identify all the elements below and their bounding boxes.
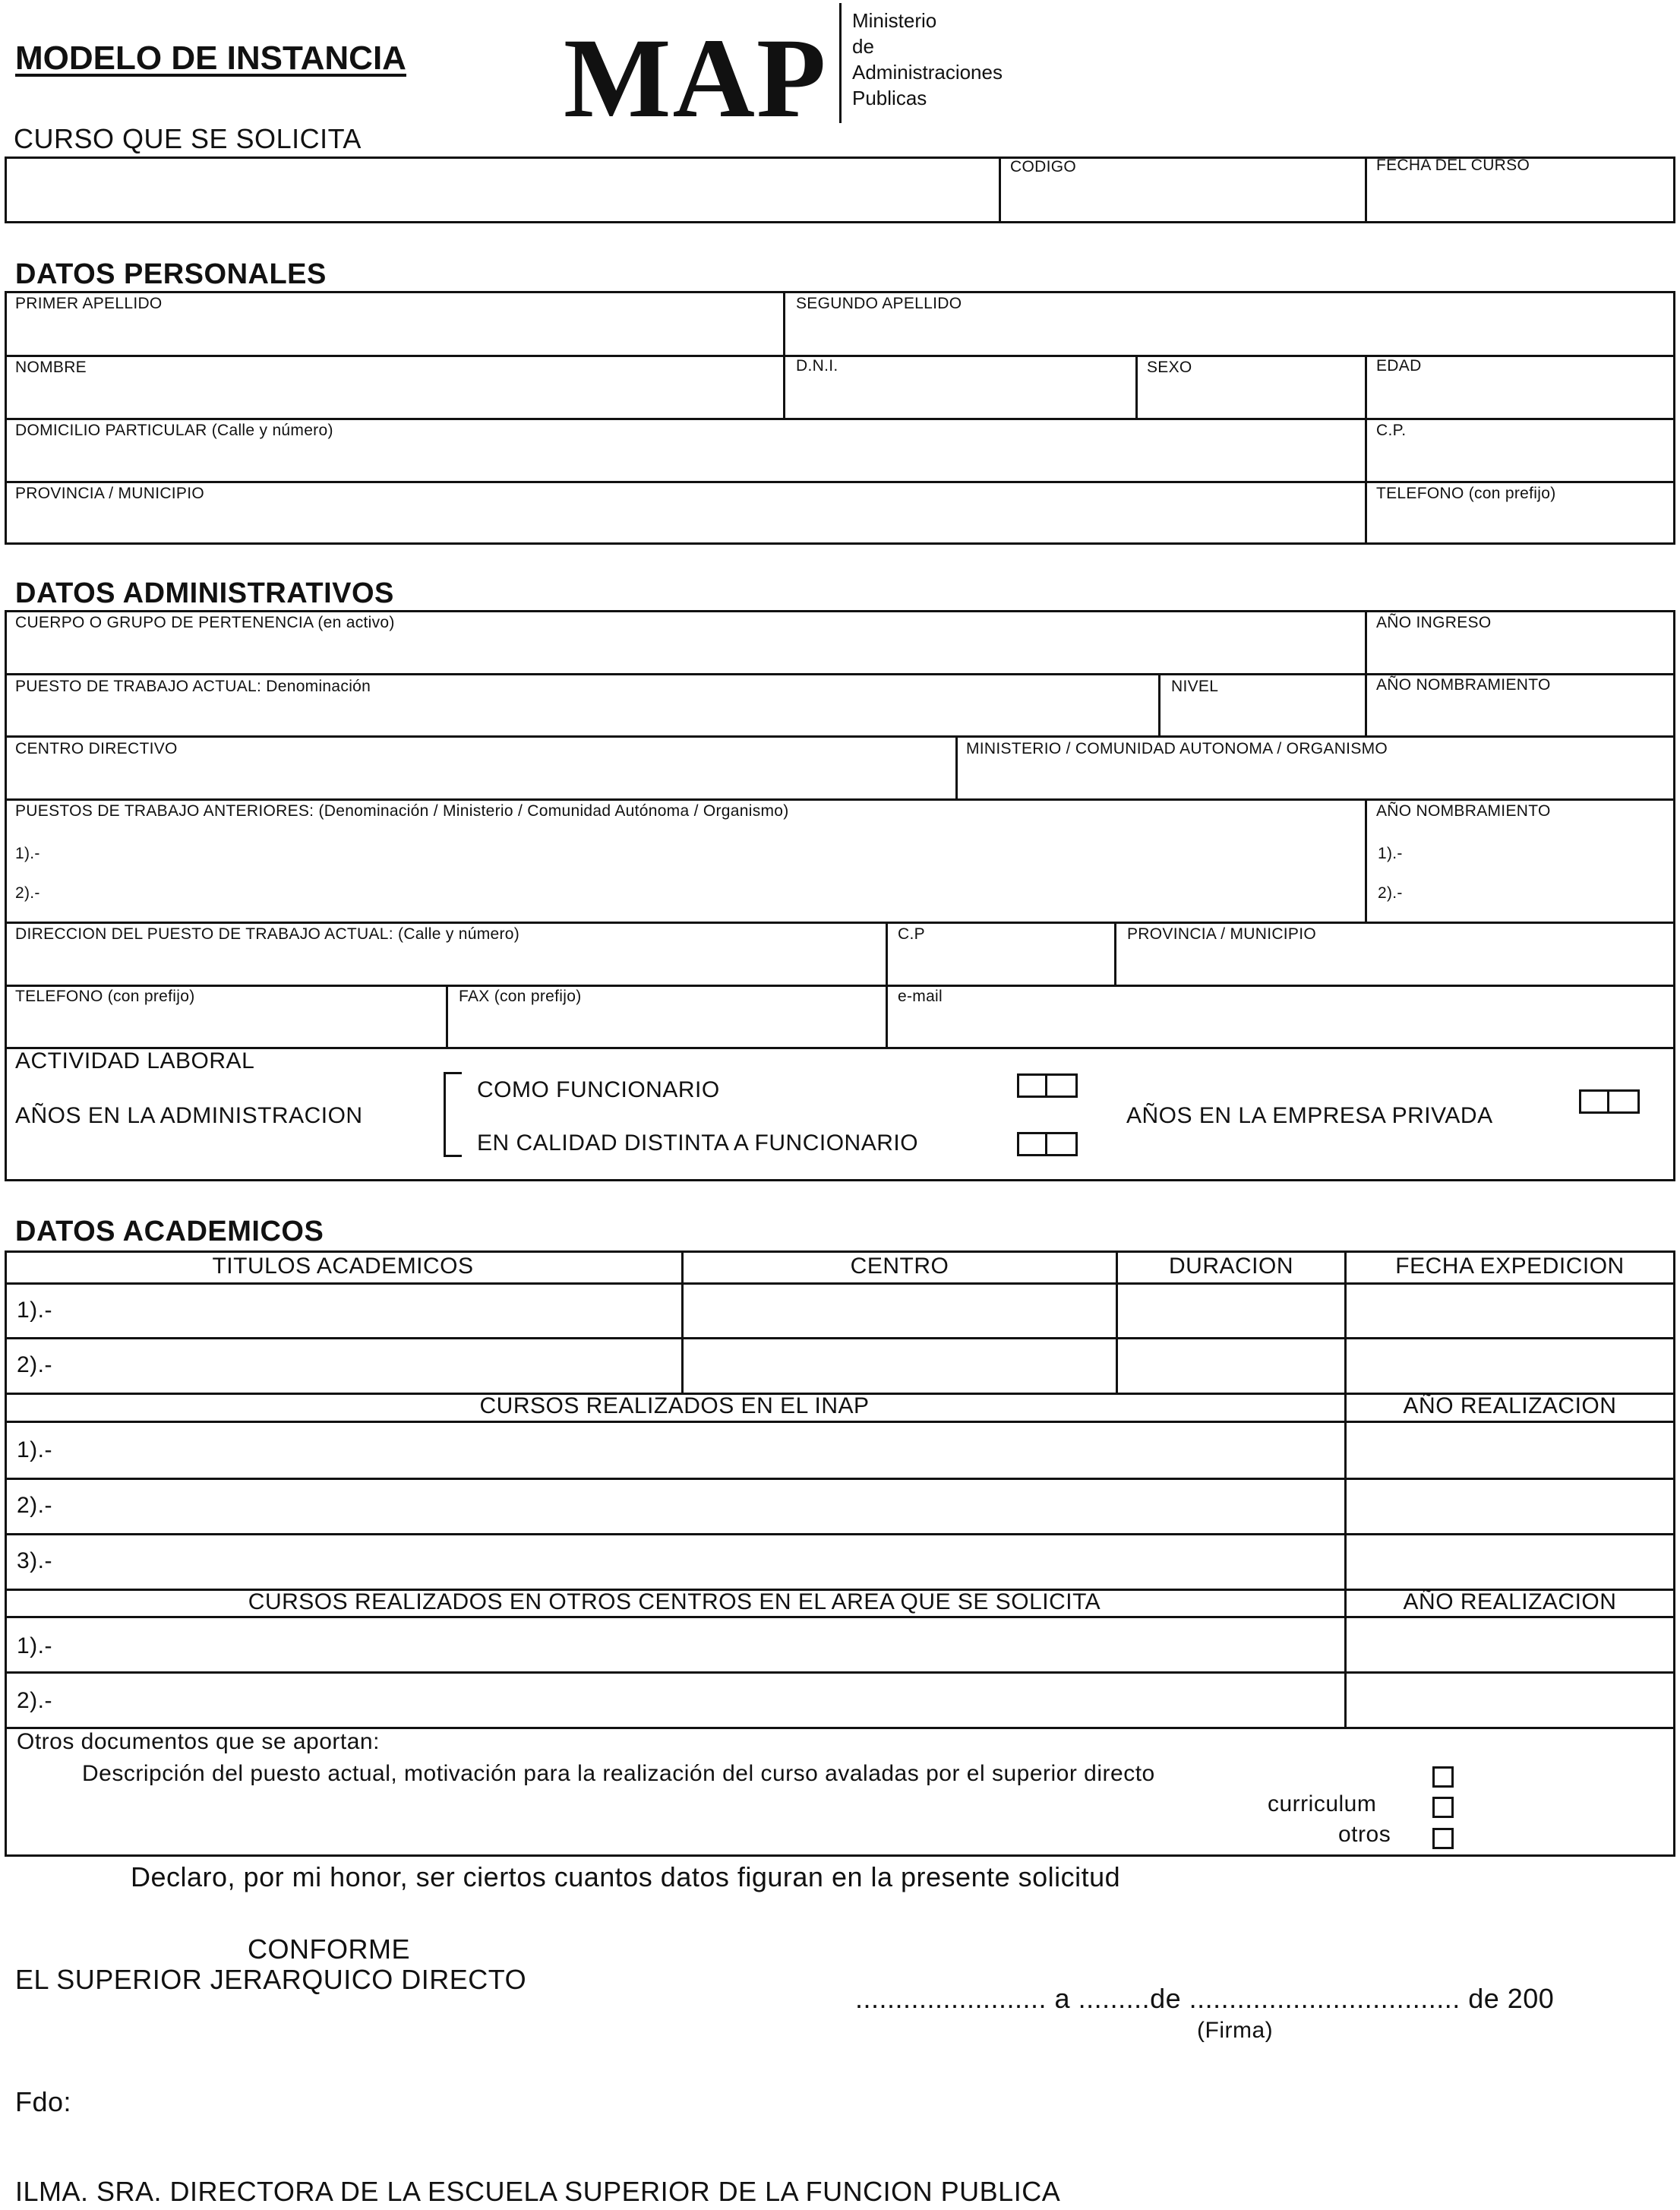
inap-row-2[interactable]: 2).- bbox=[17, 1493, 52, 1518]
provincia-field[interactable]: PROVINCIA / MUNICIPIO bbox=[15, 485, 204, 502]
destinataria-label: ILMA. SRA. DIRECTORA DE LA ESCUELA SUPERIOR DE LA FUNCION PUBLICA bbox=[15, 2176, 1061, 2207]
anio-item-2[interactable]: 2).- bbox=[1378, 884, 1403, 902]
bracket-top bbox=[444, 1072, 462, 1074]
row-line bbox=[5, 1533, 1675, 1535]
codigo-label: CODIGO bbox=[1010, 158, 1076, 175]
anio-realizacion-header-2: AÑO REALIZACION bbox=[1403, 1589, 1617, 1614]
bracket-bottom bbox=[444, 1155, 462, 1157]
row-line bbox=[5, 922, 1675, 924]
map-logo: MAP bbox=[564, 15, 828, 141]
curriculum-label: curriculum bbox=[1268, 1791, 1377, 1816]
fecha-lugar-line[interactable]: ........................ a .........de .................................. de 200 bbox=[855, 1983, 1555, 2014]
edad-field[interactable]: EDAD bbox=[1376, 357, 1422, 375]
fdo-label: Fdo: bbox=[15, 2086, 72, 2117]
col-line bbox=[1365, 418, 1367, 545]
col-titulos-header: TITULOS ACADEMICOS bbox=[212, 1254, 474, 1279]
col-line bbox=[446, 985, 448, 1047]
col-line bbox=[955, 735, 958, 798]
bracket bbox=[444, 1072, 461, 1157]
puestos-anteriores-field[interactable]: PUESTOS DE TRABAJO ANTERIORES: (Denominación / Ministerio / Comunidad Autónoma / Organismo) bbox=[15, 802, 789, 820]
row-line bbox=[5, 1282, 1675, 1285]
anio-nombramiento-field[interactable]: AÑO NOMBRAMIENTO bbox=[1376, 676, 1551, 694]
inap-header: CURSOS REALIZADOS EN EL INAP bbox=[479, 1393, 870, 1418]
row-line bbox=[5, 1478, 1675, 1480]
primer-apellido-field[interactable]: PRIMER APELLIDO bbox=[15, 295, 163, 312]
anio-item-1[interactable]: 1).- bbox=[1378, 845, 1403, 862]
otros-documentos-label: Otros documentos que se aportan: bbox=[17, 1729, 380, 1754]
anios-administracion-label: AÑOS EN LA ADMINISTRACION bbox=[15, 1103, 363, 1128]
direccion-field[interactable]: DIRECCION DEL PUESTO DE TRABAJO ACTUAL: (Calle y número) bbox=[15, 925, 520, 943]
ministerio-line: de bbox=[852, 35, 874, 58]
row-line bbox=[5, 1047, 1675, 1049]
provincia-puesto-field[interactable]: PROVINCIA / MUNICIPIO bbox=[1127, 925, 1316, 943]
row-line bbox=[5, 735, 1675, 738]
col-line bbox=[1158, 673, 1161, 735]
dni-field[interactable]: D.N.I. bbox=[796, 357, 838, 375]
puesto-actual-field[interactable]: PUESTO DE TRABAJO ACTUAL: Denominación bbox=[15, 678, 371, 695]
telefono-field[interactable]: TELEFONO (con prefijo) bbox=[1376, 485, 1556, 502]
otros-checkbox[interactable] bbox=[1432, 1828, 1454, 1849]
como-funcionario-label: COMO FUNCIONARIO bbox=[477, 1077, 720, 1102]
otros-centros-header: CURSOS REALIZADOS EN OTROS CENTROS EN EL AREA QUE SE SOLICITA bbox=[248, 1589, 1101, 1614]
ministerio-line: Publicas bbox=[852, 87, 927, 109]
datos-personales-heading: DATOS PERSONALES bbox=[15, 258, 327, 290]
curso-divider bbox=[1365, 157, 1367, 223]
row-line bbox=[5, 481, 1675, 483]
col-fecha-header: FECHA EXPEDICION bbox=[1395, 1254, 1625, 1279]
col-line bbox=[1365, 355, 1367, 418]
anio-nombramiento-2-field[interactable]: AÑO NOMBRAMIENTO bbox=[1376, 802, 1551, 820]
col-centro-header: CENTRO bbox=[850, 1254, 949, 1279]
distinta-years-box[interactable] bbox=[1017, 1132, 1078, 1156]
row-line bbox=[5, 673, 1675, 675]
cuerpo-field[interactable]: CUERPO O GRUPO DE PERTENENCIA (en activo) bbox=[15, 614, 395, 631]
ministerio-line: Administraciones bbox=[852, 61, 1003, 84]
row-line bbox=[5, 355, 1675, 357]
empresa-privada-label: AÑOS EN LA EMPRESA PRIVADA bbox=[1126, 1103, 1493, 1128]
descripcion-label: Descripción del puesto actual, motivación para la realización del curso avaladas por el superior directo bbox=[82, 1761, 1155, 1786]
ministerio-line: Ministerio bbox=[852, 9, 937, 32]
inap-row-1[interactable]: 1).- bbox=[17, 1437, 52, 1462]
row-line bbox=[5, 1421, 1675, 1423]
nombre-field[interactable]: NOMBRE bbox=[15, 359, 87, 376]
centro-directivo-field[interactable]: CENTRO DIRECTIVO bbox=[15, 740, 178, 757]
declaracion-text: Declaro, por mi honor, ser ciertos cuantos datos figuran en la presente solicitud bbox=[131, 1861, 1121, 1892]
segundo-apellido-field[interactable]: SEGUNDO APELLIDO bbox=[796, 295, 962, 312]
col-line bbox=[1114, 922, 1116, 985]
col-line bbox=[1365, 798, 1367, 922]
actividad-laboral-label: ACTIVIDAD LABORAL bbox=[15, 1048, 255, 1073]
col-line bbox=[783, 291, 785, 418]
col-line bbox=[1344, 1250, 1347, 1727]
row-line bbox=[5, 1616, 1675, 1618]
funcionario-years-box[interactable] bbox=[1017, 1073, 1078, 1098]
anterior-item-2[interactable]: 2).- bbox=[15, 884, 40, 902]
otros-row-2[interactable]: 2).- bbox=[17, 1688, 52, 1713]
ministerio-field[interactable]: MINISTERIO / COMUNIDAD AUTONOMA / ORGANISMO bbox=[966, 740, 1388, 757]
curso-divider bbox=[999, 157, 1001, 223]
col-line bbox=[1365, 673, 1367, 735]
form-title: MODELO DE INSTANCIA bbox=[15, 40, 406, 77]
datos-academicos-heading: DATOS ACADEMICOS bbox=[15, 1216, 324, 1247]
firma-label: (Firma) bbox=[1197, 2018, 1274, 2043]
cp-field[interactable]: C.P. bbox=[1376, 422, 1407, 439]
descripcion-checkbox[interactable] bbox=[1432, 1766, 1454, 1788]
empresa-years-box[interactable] bbox=[1579, 1089, 1640, 1114]
col-line bbox=[1365, 610, 1367, 673]
curso-heading: CURSO QUE SE SOLICITA bbox=[14, 123, 362, 154]
col-line bbox=[1135, 355, 1138, 418]
col-line bbox=[886, 922, 888, 1047]
curriculum-checkbox[interactable] bbox=[1432, 1797, 1454, 1818]
fax-field[interactable]: FAX (con prefijo) bbox=[459, 988, 582, 1005]
anterior-item-1[interactable]: 1).- bbox=[15, 845, 40, 862]
otros-row-1[interactable]: 1).- bbox=[17, 1633, 52, 1658]
ministerio-block bbox=[852, 8, 1003, 111]
cp-puesto-field[interactable]: C.P bbox=[898, 925, 925, 943]
telefono-puesto-field[interactable]: TELEFONO (con prefijo) bbox=[15, 988, 195, 1005]
superior-label: EL SUPERIOR JERARQUICO DIRECTO bbox=[15, 1964, 527, 1995]
row-line bbox=[5, 985, 1675, 987]
otros-label: otros bbox=[1338, 1822, 1391, 1847]
datos-administrativos-heading: DATOS ADMINISTRATIVOS bbox=[15, 577, 394, 609]
nivel-field[interactable]: NIVEL bbox=[1171, 678, 1219, 695]
anio-ingreso-field[interactable]: AÑO INGRESO bbox=[1376, 614, 1492, 631]
calidad-distinta-label: EN CALIDAD DISTINTA A FUNCIONARIO bbox=[477, 1130, 919, 1156]
conforme-label: CONFORME bbox=[248, 1933, 410, 1965]
email-field[interactable]: e-mail bbox=[898, 988, 943, 1005]
row-line bbox=[5, 798, 1675, 801]
fecha-curso-label: FECHA DEL CURSO bbox=[1376, 157, 1530, 174]
domicilio-field[interactable]: DOMICILIO PARTICULAR (Calle y número) bbox=[15, 422, 333, 439]
col-duracion-header: DURACION bbox=[1168, 1254, 1293, 1279]
inap-row-3[interactable]: 3).- bbox=[17, 1548, 52, 1573]
anio-realizacion-header: AÑO REALIZACION bbox=[1403, 1393, 1617, 1418]
sexo-field[interactable]: SEXO bbox=[1147, 359, 1192, 376]
row-line bbox=[5, 1337, 1675, 1339]
row-line bbox=[5, 1671, 1675, 1674]
logo-divider bbox=[839, 3, 842, 123]
titulo-row-1[interactable]: 1).- bbox=[17, 1298, 52, 1323]
titulo-row-2[interactable]: 2).- bbox=[17, 1352, 52, 1377]
row-line bbox=[5, 418, 1675, 420]
